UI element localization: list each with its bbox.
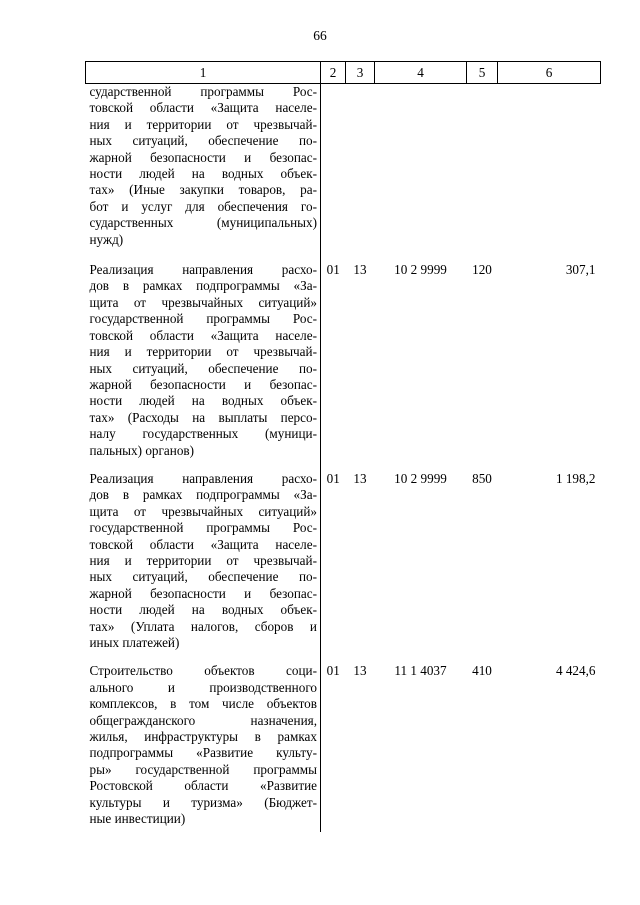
row-expense-type-code: [467, 84, 498, 256]
row-section-code: 01: [326, 663, 340, 679]
description-line: налу государственных (муници-: [89, 426, 317, 442]
row-expense-type-code: 410: [472, 663, 492, 679]
row-target-article-code: 10 2 9999: [394, 470, 447, 486]
description-line: товской области «Защита населе-: [89, 536, 317, 552]
description-line: Реализация направления расхо-: [89, 262, 317, 278]
description-line: жилья, инфраструктуры в рамках: [89, 729, 317, 745]
description-line: товской области «Защита населе-: [89, 327, 317, 343]
row-subsection-code: 13: [353, 262, 367, 278]
description-line: сударственной программы Рос-: [89, 84, 317, 99]
row-description: [86, 255, 321, 464]
description-line: нужд): [89, 231, 124, 247]
header-col-1: 1: [86, 62, 321, 84]
row-target-article-code: 11 1 4037: [394, 663, 447, 679]
description-line: тах» (Расходы на выплаты персо-: [89, 409, 317, 425]
description-line: жарной безопасности и безопас-: [89, 585, 317, 601]
description-line: товской области «Защита населе-: [89, 100, 317, 116]
table-header: [86, 62, 601, 84]
row-description: [86, 464, 321, 656]
description-line: общегражданского назначения,: [89, 712, 317, 728]
header-col-6: 6: [498, 62, 601, 84]
row-subsection-code: 13: [353, 663, 367, 679]
row-section-code: [321, 84, 346, 256]
budget-table: [85, 61, 601, 832]
description-line: тах» (Уплата налогов, сборов и: [89, 618, 317, 634]
description-line: ные инвестиции): [89, 811, 186, 827]
row-target-article-code: [375, 84, 467, 256]
description-line: дов в рамках подпрограммы «За-: [89, 278, 317, 294]
table-row: [86, 464, 601, 656]
row-description: [86, 656, 321, 832]
description-line: бот и услуг для обеспечения го-: [89, 198, 317, 214]
description-line: иных платежей): [89, 635, 180, 650]
description-line: сударственных (муниципальных): [89, 215, 317, 231]
description-line: ности людей на водных объек-: [89, 393, 317, 409]
row-subsection-code: 13: [353, 470, 367, 486]
row-amount: 4 424,6: [555, 663, 596, 679]
description-line: щита от чрезвычайных ситуаций»: [89, 294, 317, 310]
description-line: государственной программы Рос-: [89, 520, 317, 536]
table-row: [86, 84, 601, 256]
description-line: ального и производственного: [89, 679, 317, 695]
description-line: ных ситуаций, обеспечение по-: [89, 569, 317, 585]
description-line: ных ситуаций, обеспечение по-: [89, 133, 317, 149]
description-line: жарной безопасности и безопас-: [89, 376, 317, 392]
header-col-4: 4: [375, 62, 467, 84]
description-line: комплексов, в том числе объектов: [89, 696, 317, 712]
description-line: дов в рамках подпрограммы «За-: [89, 487, 317, 503]
description-line: тах» (Иные закупки товаров, ра-: [89, 182, 317, 198]
description-line: ности людей на водных объек-: [89, 602, 317, 618]
description-line: Реализация направления расхо-: [89, 470, 317, 486]
header-col-5: 5: [467, 62, 498, 84]
row-target-article-code: 10 2 9999: [394, 262, 447, 278]
description-line: ния и территории от чрезвычай-: [89, 552, 317, 568]
description-line: ных ситуаций, обеспечение по-: [89, 360, 317, 376]
page-number: 66: [313, 28, 327, 43]
row-description: [86, 84, 321, 256]
row-amount: [498, 84, 601, 256]
table-body: [86, 84, 601, 833]
table-row: [86, 255, 601, 464]
row-section-code: 01: [326, 262, 340, 278]
description-line: пальных) органов): [89, 442, 195, 458]
description-line: жарной безопасности и безопас-: [89, 149, 317, 165]
row-subsection-code: [346, 84, 375, 256]
row-amount: 1 198,2: [555, 470, 596, 486]
description-line: культуры и туризма» (Бюджет-: [89, 794, 317, 810]
description-line: Строительство объектов соци-: [89, 663, 317, 679]
row-expense-type-code: 850: [472, 470, 492, 486]
table-row: [86, 656, 601, 832]
row-section-code: 01: [326, 470, 340, 486]
description-line: ния и территории от чрезвычай-: [89, 116, 317, 132]
description-line: ры» государственной программы: [89, 761, 317, 777]
row-amount: 307,1: [565, 262, 596, 278]
description-line: государственной программы Рос-: [89, 311, 317, 327]
header-col-3: 3: [346, 62, 375, 84]
description-line: ния и территории от чрезвычай-: [89, 344, 317, 360]
description-line: щита от чрезвычайных ситуаций»: [89, 503, 317, 519]
header-col-2: 2: [321, 62, 346, 84]
row-expense-type-code: 120: [472, 262, 492, 278]
description-line: ности людей на водных объек-: [89, 166, 317, 182]
description-line: Ростовской области «Развитие: [89, 778, 317, 794]
description-line: подпрограммы «Развитие культу-: [89, 745, 317, 761]
